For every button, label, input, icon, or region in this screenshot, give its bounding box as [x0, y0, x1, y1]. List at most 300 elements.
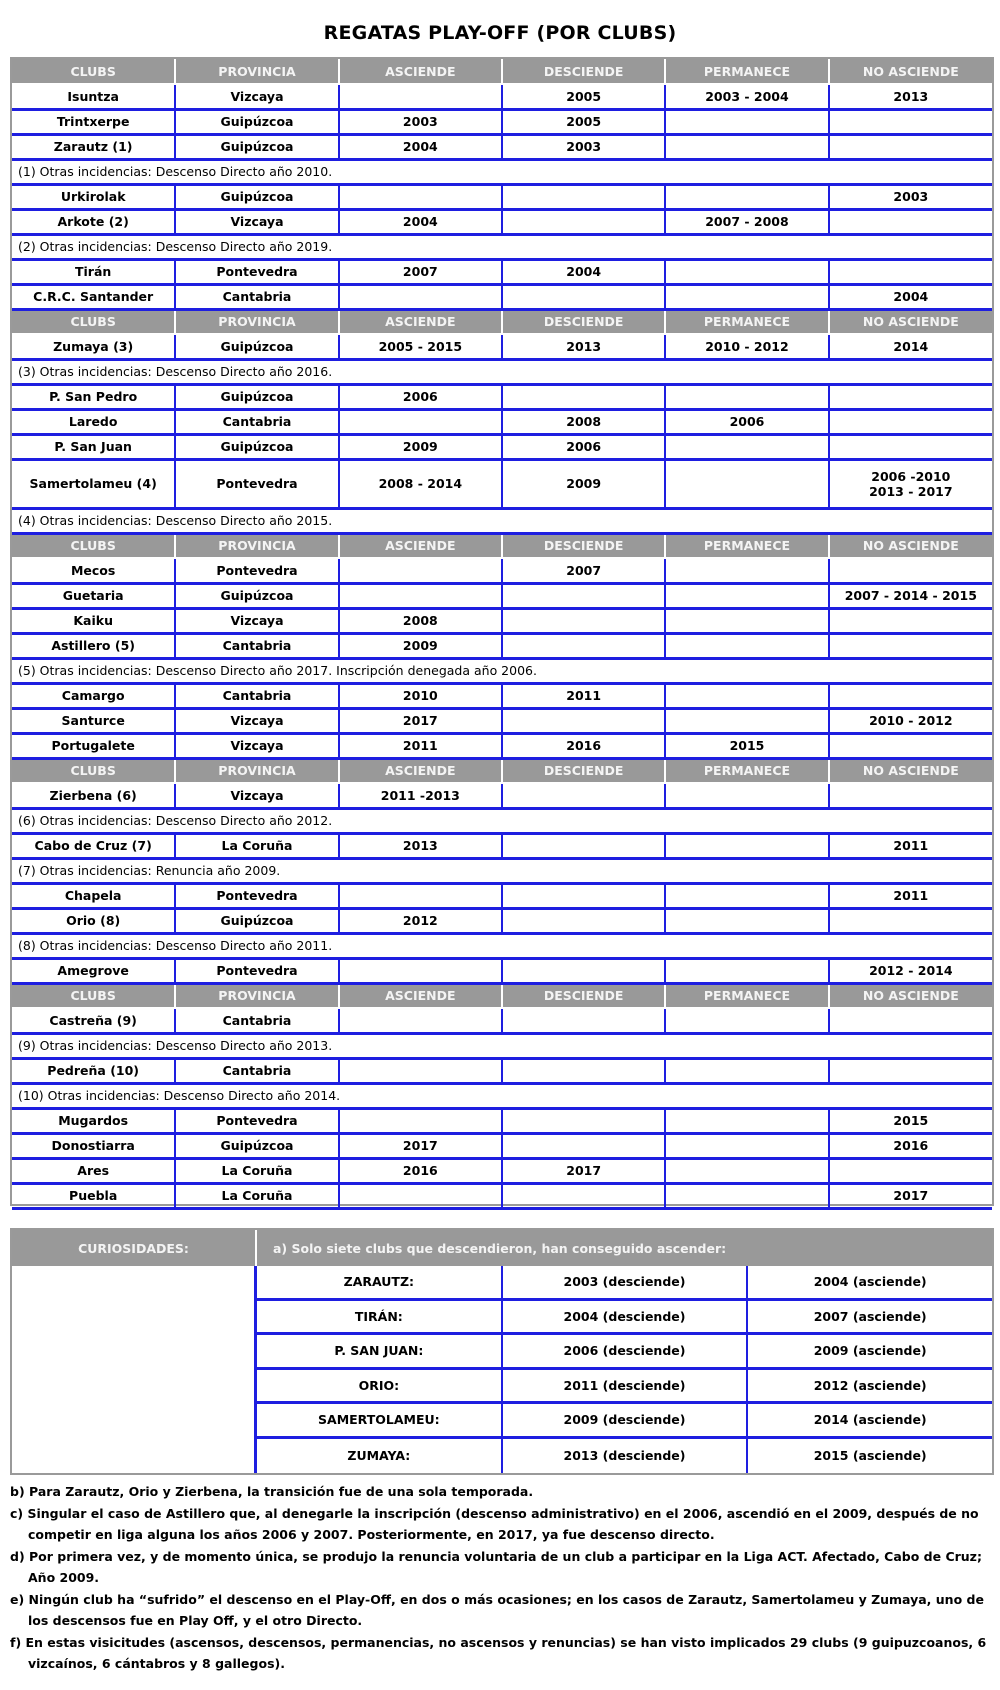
table-cell [665, 434, 828, 459]
note-text: (2) Otras incidencias: Descenso Directo año 2019. [12, 234, 992, 259]
table-cell [665, 109, 828, 134]
table-cell [502, 1108, 665, 1133]
table-cell: Cantabria [175, 1008, 338, 1033]
table-cell [502, 1008, 665, 1033]
table-cell: 2004 [339, 134, 502, 159]
table-cell: 2008 - 2014 [339, 459, 502, 508]
note-row [12, 234, 992, 259]
column-header: ASCIENDE [339, 758, 502, 783]
table-cell: 2016 [502, 733, 665, 758]
table-cell: Cantabria [175, 284, 338, 309]
table-cell [502, 883, 665, 908]
table-cell: 2005 [502, 109, 665, 134]
table-cell [339, 84, 502, 109]
note-row [12, 808, 992, 833]
table-cell: 2010 - 2012 [829, 708, 992, 733]
table-cell: 2011 [829, 883, 992, 908]
table-cell: Vizcaya [175, 708, 338, 733]
curiosidades-label: CURIOSIDADES: [12, 1230, 257, 1266]
table-cell [339, 284, 502, 309]
table-cell [829, 683, 992, 708]
table-cell [665, 908, 828, 933]
column-header: ASCIENDE [339, 59, 502, 84]
club-name: Zarautz (1) [12, 134, 175, 159]
table-cell [339, 409, 502, 434]
table-cell [339, 1008, 502, 1033]
table-cell: 2011 [339, 733, 502, 758]
curiosidades-cell: 2006 (desciende) [503, 1335, 749, 1367]
curiosidades-cell: 2007 (asciende) [813, 1308, 927, 1324]
table-cell: La Coruña [175, 833, 338, 858]
table-cell [665, 958, 828, 983]
table-cell [665, 783, 828, 808]
table-row [12, 84, 992, 109]
table-cell: 2003 - 2004 [665, 84, 828, 109]
club-name: Santurce [12, 708, 175, 733]
table-cell: 2009 [339, 633, 502, 658]
note-text: (1) Otras incidencias: Descenso Directo año 2010. [12, 159, 992, 184]
table-cell: 2011 [502, 683, 665, 708]
table-cell [665, 184, 828, 209]
table-cell: 2017 [829, 1183, 992, 1208]
note-row [12, 508, 992, 533]
column-header: PERMANECE [665, 59, 828, 84]
table-row [12, 109, 992, 134]
table-cell: Cantabria [175, 409, 338, 434]
table-cell [665, 683, 828, 708]
curiosidades-club: SAMERTOLAMEU: [257, 1404, 503, 1436]
note-text: (6) Otras incidencias: Descenso Directo año 2012. [12, 808, 992, 833]
table-cell: 2006 [339, 384, 502, 409]
club-name: P. San Juan [12, 434, 175, 459]
column-header: PERMANECE [665, 533, 828, 558]
table-cell [665, 633, 828, 658]
column-header: CLUBS [12, 309, 175, 334]
table-cell: Vizcaya [175, 608, 338, 633]
table-cell [829, 908, 992, 933]
table-row [12, 1158, 992, 1183]
table-cell [502, 583, 665, 608]
table-cell [829, 409, 992, 434]
table-cell [339, 184, 502, 209]
table-row [12, 583, 992, 608]
table-cell [502, 209, 665, 234]
club-name: Mecos [12, 558, 175, 583]
column-header: CLUBS [12, 758, 175, 783]
table-cell: 2003 [339, 109, 502, 134]
column-header: NO ASCIENDE [829, 533, 992, 558]
curiosidades-empty-cell [12, 1266, 257, 1473]
note-text: (4) Otras incidencias: Descenso Directo año 2015. [12, 508, 992, 533]
table-cell [339, 958, 502, 983]
table-cell: Pontevedra [175, 1108, 338, 1133]
column-header: PROVINCIA [175, 983, 338, 1008]
table-row [12, 184, 992, 209]
club-name: Cabo de Cruz (7) [12, 833, 175, 858]
curiosidades-row [257, 1301, 992, 1336]
column-header: CLUBS [12, 59, 175, 84]
table-cell [665, 384, 828, 409]
note-text: (10) Otras incidencias: Descenso Directo año 2014. [12, 1083, 992, 1108]
table-row [12, 1183, 992, 1208]
note-row [12, 933, 992, 958]
table-cell [502, 608, 665, 633]
club-name: Donostiarra [12, 1133, 175, 1158]
curiosidades-row [257, 1335, 992, 1370]
table-cell: 2012 [339, 908, 502, 933]
table-cell: 2003 [502, 134, 665, 159]
table-cell [665, 883, 828, 908]
footnote: e) Ningún club ha “sufrido” el descenso en el Play-Off, en dos o más ocasiones; en los casos de Zarautz, Samertolameu y Zumaya, uno de los descensos fue en Play Off, y el otro Directo. [10, 1591, 984, 1628]
table-row [12, 1133, 992, 1158]
table-cell: 2004 [502, 259, 665, 284]
column-header: PROVINCIA [175, 533, 338, 558]
table-cell [502, 833, 665, 858]
table-row [12, 683, 992, 708]
table-cell [339, 1183, 502, 1208]
table-cell [829, 1158, 992, 1183]
table-cell-line: 2006 -2010 [871, 468, 951, 484]
table-cell: 2004 [829, 284, 992, 309]
note-row [12, 858, 992, 883]
column-header: PERMANECE [665, 983, 828, 1008]
club-name: Trintxerpe [12, 109, 175, 134]
curiosidades-cell: 2013 (desciende) [503, 1439, 749, 1474]
curiosidades-club: P. SAN JUAN: [257, 1335, 503, 1367]
club-name: Camargo [12, 683, 175, 708]
club-name: Pedreña (10) [12, 1058, 175, 1083]
table-cell: 2010 [339, 683, 502, 708]
table-cell [339, 558, 502, 583]
table-cell [665, 1133, 828, 1158]
table-cell [502, 1183, 665, 1208]
table-row [12, 384, 992, 409]
table-header-row [12, 59, 992, 84]
club-name: Isuntza [12, 84, 175, 109]
table-cell: 2005 [502, 84, 665, 109]
table-cell: La Coruña [175, 1183, 338, 1208]
table-row [12, 1108, 992, 1133]
table-cell [665, 558, 828, 583]
curiosidades-row [257, 1266, 992, 1301]
table-cell [829, 434, 992, 459]
club-name: Urkirolak [12, 184, 175, 209]
table-header-row [12, 758, 992, 783]
note-row [12, 359, 992, 384]
curiosidades-row [257, 1370, 992, 1405]
note-row [12, 159, 992, 184]
table-cell: 2007 - 2008 [665, 209, 828, 234]
table-cell: 2015 [829, 1108, 992, 1133]
table-cell: Guipúzcoa [175, 134, 338, 159]
table-cell: 2013 [829, 84, 992, 109]
table-cell: Vizcaya [175, 783, 338, 808]
play-off-table [12, 59, 992, 1210]
table-row [12, 334, 992, 359]
club-name: Zumaya (3) [12, 334, 175, 359]
table-cell [665, 1183, 828, 1208]
table-cell [665, 259, 828, 284]
column-header: PERMANECE [665, 309, 828, 334]
table-cell [665, 1158, 828, 1183]
column-header: NO ASCIENDE [829, 59, 992, 84]
column-header: DESCIENDE [502, 533, 665, 558]
column-header: ASCIENDE [339, 309, 502, 334]
page-title: REGATAS PLAY-OFF (POR CLUBS) [323, 22, 677, 44]
column-header: NO ASCIENDE [829, 758, 992, 783]
table-cell [829, 783, 992, 808]
table-row [12, 284, 992, 309]
table-row [12, 259, 992, 284]
club-name: Samertolameu (4) [12, 459, 175, 508]
table-cell: Pontevedra [175, 459, 338, 508]
curiosidades-club: ORIO: [257, 1370, 503, 1402]
column-header: DESCIENDE [502, 983, 665, 1008]
table-cell: 2005 - 2015 [339, 334, 502, 359]
club-name: Guetaria [12, 583, 175, 608]
table-cell: 2007 [502, 558, 665, 583]
club-name: Amegrove [12, 958, 175, 983]
table-cell [502, 1058, 665, 1083]
table-cell: 2006 [502, 434, 665, 459]
table-row [12, 459, 992, 508]
table-header-row [12, 309, 992, 334]
note-row [12, 1033, 992, 1058]
club-name: Ares [12, 1158, 175, 1183]
table-row [12, 958, 992, 983]
table-cell: Guipúzcoa [175, 384, 338, 409]
table-cell [665, 1008, 828, 1033]
column-header: PERMANECE [665, 758, 828, 783]
footnote: d) Por primera vez, y de momento única, se produjo la renuncia voluntaria de un club a participar en la Liga ACT. Afectado, Cabo de Cruz; Año 2009. [10, 1548, 982, 1585]
curiosidades-club: TIRÁN: [257, 1301, 503, 1333]
table-cell: 2008 [339, 608, 502, 633]
table-row [12, 883, 992, 908]
table-cell: Guipúzcoa [175, 583, 338, 608]
curiosidades-body [12, 1266, 992, 1473]
table-cell [665, 833, 828, 858]
table-cell: 2014 [829, 334, 992, 359]
table-cell [829, 109, 992, 134]
table-cell [502, 958, 665, 983]
table-cell [502, 284, 665, 309]
club-name: Laredo [12, 409, 175, 434]
table-cell: Pontevedra [175, 958, 338, 983]
table-header-row [12, 533, 992, 558]
table-cell: 2013 [339, 833, 502, 858]
club-name: Castreña (9) [12, 1008, 175, 1033]
play-off-table-frame [10, 57, 994, 1206]
table-row [12, 833, 992, 858]
note-text: (7) Otras incidencias: Renuncia año 2009. [12, 858, 992, 883]
note-text: (9) Otras incidencias: Descenso Directo año 2013. [12, 1033, 992, 1058]
curiosidades-heading: a) Solo siete clubs que descendieron, han conseguido ascender: [273, 1240, 727, 1256]
curiosidades-row [257, 1404, 992, 1439]
table-cell: 2017 [339, 708, 502, 733]
table-cell [339, 583, 502, 608]
table-cell: Vizcaya [175, 209, 338, 234]
table-cell [665, 1108, 828, 1133]
table-cell [829, 459, 992, 508]
table-cell [502, 783, 665, 808]
table-cell: Guipúzcoa [175, 908, 338, 933]
table-cell: 2006 [665, 409, 828, 434]
table-cell: Vizcaya [175, 733, 338, 758]
table-cell [665, 1058, 828, 1083]
curiosidades-cell: 2009 (asciende) [813, 1343, 927, 1359]
table-cell: Guipúzcoa [175, 334, 338, 359]
column-header: PROVINCIA [175, 309, 338, 334]
table-cell [502, 708, 665, 733]
club-name: Mugardos [12, 1108, 175, 1133]
table-cell [339, 1108, 502, 1133]
note-row [12, 658, 992, 683]
table-cell: 2017 [502, 1158, 665, 1183]
table-cell: 2007 [339, 259, 502, 284]
club-name: Puebla [12, 1183, 175, 1208]
curiosidades-header [12, 1230, 992, 1266]
note-row [12, 1083, 992, 1108]
club-name: P. San Pedro [12, 384, 175, 409]
club-name: Tirán [12, 259, 175, 284]
table-cell-line: 2013 - 2017 [869, 483, 953, 499]
table-cell: Guipúzcoa [175, 184, 338, 209]
table-cell: 2012 - 2014 [829, 958, 992, 983]
footnote: f) En estas visicitudes (ascensos, descensos, permanencias, no ascensos y renuncias) se han visto implicados 29 clubs (9 guipuzcoanos, 6 vizcaínos, 6 cántabros y 8 gallegos). [10, 1634, 987, 1671]
table-row [12, 1058, 992, 1083]
club-name: Orio (8) [12, 908, 175, 933]
table-row [12, 1008, 992, 1033]
club-name: Arkote (2) [12, 209, 175, 234]
column-header: NO ASCIENDE [829, 309, 992, 334]
table-cell: Cantabria [175, 1058, 338, 1083]
table-cell [665, 284, 828, 309]
table-row [12, 733, 992, 758]
table-cell [339, 883, 502, 908]
table-cell: 2015 [665, 733, 828, 758]
column-header: ASCIENDE [339, 983, 502, 1008]
table-cell: 2011 [829, 833, 992, 858]
table-row [12, 708, 992, 733]
table-cell [829, 633, 992, 658]
column-header: DESCIENDE [502, 59, 665, 84]
curiosidades-cell: 2004 (desciende) [503, 1301, 749, 1333]
club-name: Portugalete [12, 733, 175, 758]
table-cell: Cantabria [175, 683, 338, 708]
table-cell [665, 134, 828, 159]
table-cell [502, 1133, 665, 1158]
footnote: b) Para Zarautz, Orio y Zierbena, la transición fue de una sola temporada. [10, 1484, 534, 1499]
table-cell: Cantabria [175, 633, 338, 658]
table-cell [665, 583, 828, 608]
table-cell [829, 259, 992, 284]
table-row [12, 409, 992, 434]
note-text: (5) Otras incidencias: Descenso Directo año 2017. Inscripción denegada año 2006. [12, 658, 992, 683]
curiosidades-cell: 2009 (desciende) [503, 1404, 749, 1436]
curiosidades-cell: 2004 (asciende) [813, 1274, 927, 1290]
table-cell: 2003 [829, 184, 992, 209]
table-cell [829, 733, 992, 758]
table-cell: La Coruña [175, 1158, 338, 1183]
note-text: (3) Otras incidencias: Descenso Directo año 2016. [12, 359, 992, 384]
table-cell [665, 708, 828, 733]
footnotes [10, 1481, 995, 1675]
column-header: CLUBS [12, 983, 175, 1008]
table-cell: Pontevedra [175, 883, 338, 908]
club-name: Zierbena (6) [12, 783, 175, 808]
table-cell: 2011 -2013 [339, 783, 502, 808]
table-row [12, 908, 992, 933]
curiosidades-box [10, 1228, 994, 1475]
club-name: C.R.C. Santander [12, 284, 175, 309]
table-cell: 2004 [339, 209, 502, 234]
curiosidades-club: ZARAUTZ: [257, 1266, 503, 1298]
curiosidades-table [257, 1266, 992, 1473]
table-cell: 2010 - 2012 [665, 334, 828, 359]
table-cell [829, 608, 992, 633]
curiosidades-cell: 2003 (desciende) [503, 1266, 749, 1298]
table-cell [829, 209, 992, 234]
table-cell [829, 384, 992, 409]
table-cell: 2007 - 2014 - 2015 [829, 583, 992, 608]
table-cell [502, 908, 665, 933]
curiosidades-club: ZUMAYA: [257, 1439, 503, 1474]
table-row [12, 783, 992, 808]
column-header: NO ASCIENDE [829, 983, 992, 1008]
table-header-row [12, 983, 992, 1008]
table-cell [829, 1008, 992, 1033]
table-row [12, 134, 992, 159]
column-header: DESCIENDE [502, 758, 665, 783]
table-cell [665, 608, 828, 633]
club-name: Astillero (5) [12, 633, 175, 658]
table-cell: 2009 [339, 434, 502, 459]
column-header: ASCIENDE [339, 533, 502, 558]
table-row [12, 633, 992, 658]
table-cell: 2009 [502, 459, 665, 508]
table-cell: Guipúzcoa [175, 434, 338, 459]
table-cell: Guipúzcoa [175, 1133, 338, 1158]
curiosidades-cell: 2012 (asciende) [813, 1377, 927, 1393]
note-text: (8) Otras incidencias: Descenso Directo año 2011. [12, 933, 992, 958]
table-row [12, 608, 992, 633]
curiosidades-cell: 2011 (desciende) [503, 1370, 749, 1402]
table-cell: Pontevedra [175, 259, 338, 284]
table-cell [339, 1058, 502, 1083]
curiosidades-row [257, 1439, 992, 1474]
table-cell [829, 134, 992, 159]
table-cell: 2017 [339, 1133, 502, 1158]
column-header: PROVINCIA [175, 758, 338, 783]
table-cell [665, 459, 828, 508]
table-cell: Vizcaya [175, 84, 338, 109]
table-row [12, 209, 992, 234]
table-cell [502, 633, 665, 658]
table-cell [502, 384, 665, 409]
column-header: PROVINCIA [175, 59, 338, 84]
table-cell [829, 1058, 992, 1083]
table-cell: 2016 [829, 1133, 992, 1158]
curiosidades-cell: 2015 (asciende) [813, 1448, 927, 1464]
table-cell: Pontevedra [175, 558, 338, 583]
footnote: c) Singular el caso de Astillero que, al denegarle la inscripción (descenso administrativo) en el 2006, ascendió en el 2009, después de no competir en liga alguna los años 2006 y 2007. Posteriormente, en 2017, ya fue descenso directo. [10, 1505, 979, 1542]
column-header: CLUBS [12, 533, 175, 558]
club-name: Chapela [12, 883, 175, 908]
table-cell: 2016 [339, 1158, 502, 1183]
table-cell: 2008 [502, 409, 665, 434]
column-header: DESCIENDE [502, 309, 665, 334]
table-cell [502, 184, 665, 209]
